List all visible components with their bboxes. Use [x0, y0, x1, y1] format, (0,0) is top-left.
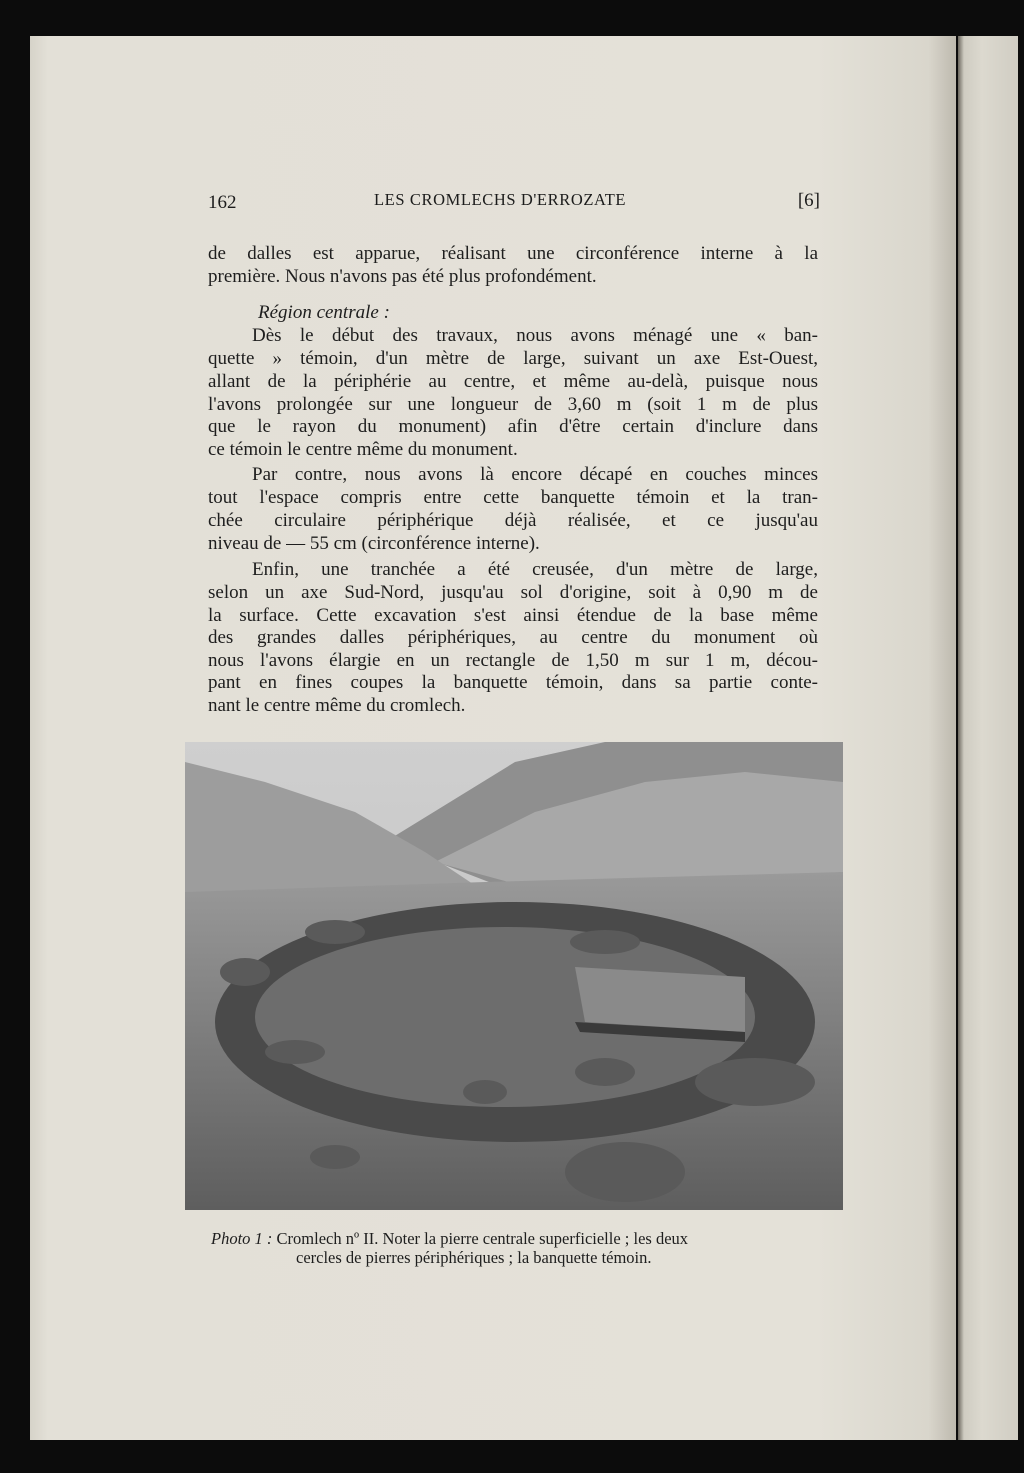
- text-line: que le rayon du monument) afin d'être certain d'inclure dans: [208, 416, 818, 437]
- text-line: la surface. Cette excavation s'est ainsi étendue de la base même: [208, 605, 818, 626]
- running-title: LES CROMLECHS D'ERROZATE: [374, 190, 627, 209]
- text-line: nous l'avons élargie en un rectangle de 1,50 m sur 1 m, décou-: [208, 650, 818, 671]
- text-line: nant le centre même du cromlech.: [208, 695, 466, 716]
- text-line: Par contre, nous avons là encore décapé en couches minces: [252, 464, 818, 485]
- facing-page-edge: [958, 36, 1018, 1440]
- text-line: Enfin, une tranchée a été creusée, d'un mètre de large,: [252, 559, 818, 580]
- caption-text-2: cercles de pierres périphériques ; la banquette témoin.: [296, 1248, 652, 1267]
- photo-caption-line-1: [211, 1229, 688, 1249]
- text-line: quette » témoin, d'un mètre de large, suivant un axe Est-Ouest,: [208, 348, 818, 369]
- section-number: [6]: [797, 190, 820, 211]
- page-number: 162: [208, 192, 237, 213]
- caption-label: Photo 1 :: [211, 1229, 273, 1248]
- cromlech-photo: [185, 742, 843, 1210]
- text-line: première. Nous n'avons pas été plus profondément.: [208, 266, 597, 287]
- text-line: Dès le début des travaux, nous avons ménagé une « ban-: [252, 325, 818, 346]
- text-line: chée circulaire périphérique déjà réalisée, et ce jusqu'au: [208, 510, 818, 531]
- caption-text-1: Cromlech nº II. Noter la pierre centrale superficielle ; les deux: [276, 1229, 689, 1248]
- text-line: pant en fines coupes la banquette témoin, dans sa partie conte-: [208, 672, 818, 693]
- text-line: des grandes dalles périphériques, au centre du monument où: [208, 627, 818, 648]
- section-heading: Région centrale :: [258, 302, 390, 323]
- text-line: selon un axe Sud-Nord, jusqu'au sol d'origine, soit à 0,90 m de: [208, 582, 818, 603]
- text-line: de dalles est apparue, réalisant une circonférence interne à la: [208, 243, 818, 264]
- text-line: l'avons prolongée sur une longueur de 3,60 m (soit 1 m de plus: [208, 394, 818, 415]
- text-line: allant de la périphérie au centre, et même au-delà, puisque nous: [208, 371, 818, 392]
- text-line: ce témoin le centre même du monument.: [208, 439, 518, 460]
- running-header: [208, 190, 820, 214]
- text-line: tout l'espace compris entre cette banquette témoin et la tran-: [208, 487, 818, 508]
- text-line: niveau de — 55 cm (circonférence interne).: [208, 533, 540, 554]
